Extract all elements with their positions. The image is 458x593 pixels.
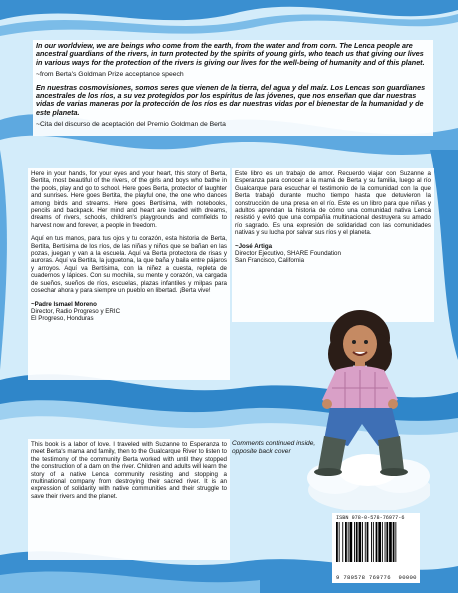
barcode-bar xyxy=(382,522,383,562)
quote-english-source: ~from Berta's Goldman Prize acceptance speech xyxy=(36,71,184,79)
barcode-bar xyxy=(345,522,347,562)
barcode-bar xyxy=(367,522,369,562)
endorsement-artiga-english xyxy=(28,439,230,560)
endorsement-moreno-english: Here in your hands, for your eyes and your heart, this story of Berta, Bertita, most beautiful of the rivers, of the girls and boys who bathe in the pools, play and go to school. Here goes Berta, protector of laughter and sunrises. Here goes Bertita, the playful one, the one who dances among birds and streams. Here goes Bertísima, with notebooks, pencils and backpack. Her mind and heart are loaded with dreams, dreams of rivers, schools, children's playgrounds and cornfields to harvest now and forever, a people in freedom. xyxy=(31,170,227,229)
barcode-bar xyxy=(354,522,355,562)
barcode-bar xyxy=(359,522,362,562)
endorsement-artiga-spanish xyxy=(232,168,434,322)
barcode-bar xyxy=(373,522,374,562)
quote-spanish: En nuestras cosmovisiones, somos seres que vienen de la tierra, del agua y del maíz. Los Lencas son guardianes ancestrales de los ríos, a su vez protegidos por los espíritus de las jóvenes, que nos enseñan que dar nuestras vidas de varias maneras por la protección de los ríos es dar nuestras vidas por el bienestar de la humanidad y de este planeta. xyxy=(36,82,426,117)
barcode-bar xyxy=(342,522,343,562)
signature-title: Director, Radio Progreso y ERIC xyxy=(31,307,121,315)
signature-name: ~José Artiga xyxy=(235,242,273,250)
barcode-bar xyxy=(389,522,392,562)
barcode-bar xyxy=(395,522,396,562)
barcode-bar xyxy=(371,522,372,562)
endorsement-artiga-text: Este libro es un trabajo de amor. Recuerdo viajar con Suzanne a Esperanza para conocer a la mamá de Berta y su familia, luego al río Gualcarque para escuchar el testimonio de la comunidad con la que Berta trabajó durante mucho tiempo hasta que detuvieron la construcción de una presa en el río. Este es un libro para que niñas y adultos aprendan la historia de cómo una comunidad nativa Lenca resistió y evitó que una compañía multinacional destruyera su amado río sagrado. Es una expresión de solidaridad con las comunidades nativas y su lucha por salvar sus ríos y el planeta. xyxy=(235,170,431,237)
quote-english: In our worldview, we are beings who come from the earth, from the water and from corn. The Lenca people are ancestral guardians of the rivers, in turn protected by the spirits of young girls, who teach us that giving our lives in various ways for the protection of the rivers is giving our lives for the well-being of humanity and of this planet. xyxy=(36,41,425,67)
barcode-bars xyxy=(336,522,416,570)
comments-line-2: opposite back cover xyxy=(232,447,291,455)
signature-moreno xyxy=(31,301,227,323)
barcode-bar xyxy=(386,522,388,562)
barcode-bar xyxy=(378,522,381,562)
barcode-bar xyxy=(336,522,338,562)
endorsement-moreno-spanish: Aquí en tus manos, para tus ojos y tu corazón, esta historia de Berta, Bertita, Bertísima de los ríos, de las niñas y niños que se bañan en las pozas, juegan y van a la escuela. Aquí va Berta protectora de risas y auroras. Aquí va Bertita, la juguetona, la que baña y baila entre pájaros y arroyos. Aquí va Bertísima, con la niñez a cuesta, repleta de cuadernos y lápices. Con su mochila, su mente y corazón, va cargada de sueños, sueños de ríos, escuelas, plazas infantiles y milpas para cosechar ahora y para siempre un pueblo en libertad. ¡Berta vive! xyxy=(31,235,227,295)
isbn-number: ISBN 978-0-578-76977-6 xyxy=(336,515,405,521)
barcode-bar xyxy=(348,522,349,562)
comments-continued-note xyxy=(232,440,315,456)
quote-panel xyxy=(33,40,433,136)
barcode-bar xyxy=(385,522,386,562)
endorsement-artiga-english-text: This book is a labor of love. I traveled with Suzanne to Esperanza to meet Berta's mama and family, then to the Gualcarque River to listen to the testimony of the community Berta worked with until they stopped the construction of a dam on the river. Children and adults will learn the story of a native Lenca community resisting and stopping a multinational company from destroying their sacred river. It is an expression of solidarity with native communities and their struggle to save their rivers and the planet. xyxy=(31,441,227,500)
barcode-bar xyxy=(339,522,340,562)
signature-location: San Francisco, California xyxy=(235,257,305,265)
signature-artiga xyxy=(235,243,431,265)
signature-name: ~Padre Ismael Moreno xyxy=(31,300,97,308)
barcode-bar xyxy=(350,522,353,562)
ean-number xyxy=(336,574,417,581)
barcode-bar xyxy=(365,522,366,562)
signature-location: El Progreso, Honduras xyxy=(31,315,94,323)
barcode-bar xyxy=(356,522,358,562)
isbn-barcode xyxy=(332,513,420,583)
price-code: 90000 xyxy=(398,574,417,581)
barcode-bar xyxy=(376,522,378,562)
quote-spanish-source: ~Cita del discurso de aceptación del Premio Goldman de Berta xyxy=(36,121,226,129)
barcode-bar xyxy=(393,522,395,562)
girl-on-cloud-illustration xyxy=(300,300,430,510)
ean-digits: 9 780578 769776 xyxy=(336,574,391,581)
barcode-bar xyxy=(362,522,363,562)
comments-line-1: Comments continued inside, xyxy=(232,440,316,447)
signature-title: Director Ejecutivo, SHARE Foundation xyxy=(235,250,341,258)
endorsement-moreno xyxy=(28,168,230,380)
